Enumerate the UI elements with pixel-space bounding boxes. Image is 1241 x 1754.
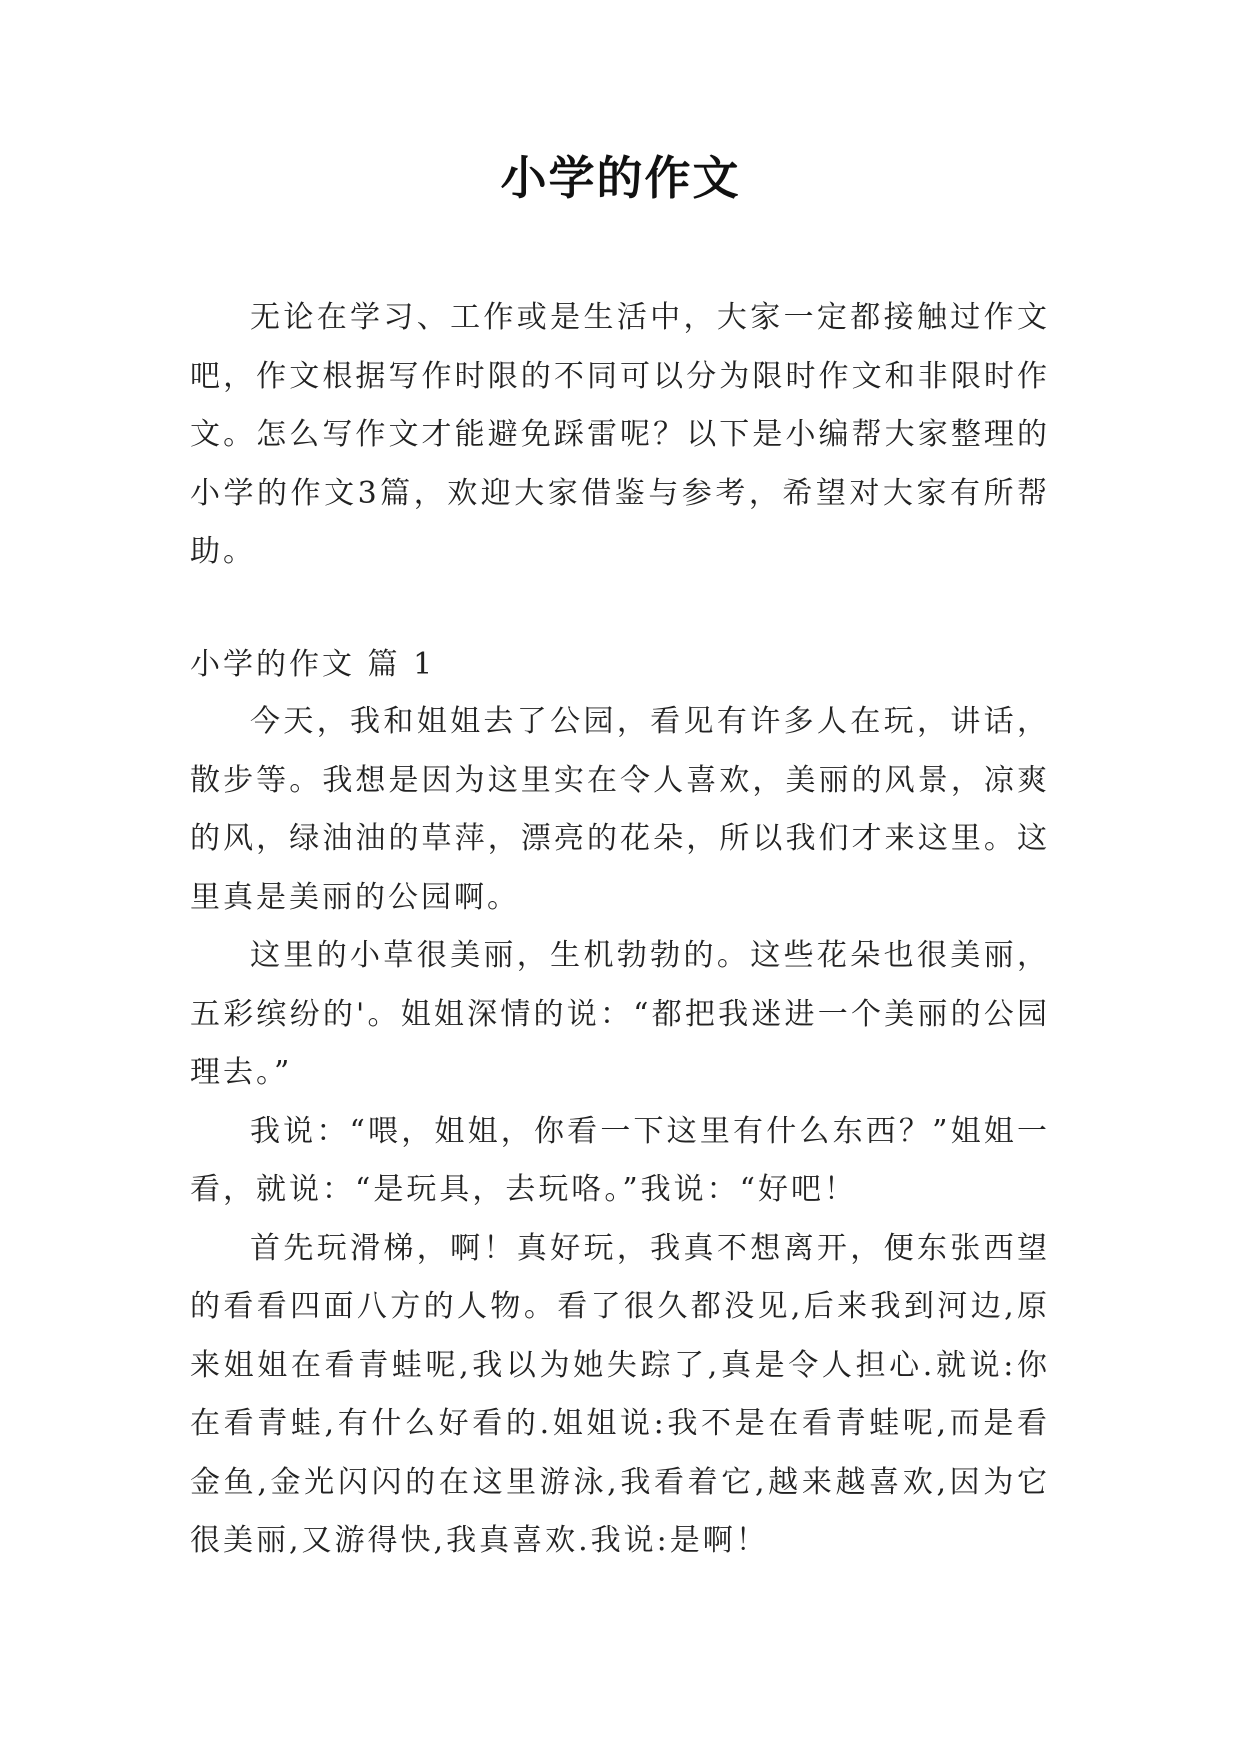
essay-paragraph-3: 我说：“喂，姐姐，你看一下这里有什么东西？”姐姐一看，就说：“是玩具，去玩咯。”我说：“好吧！	[190, 1113, 1050, 1207]
essay-paragraph-1: 今天，我和姐姐去了公园，看见有许多人在玩，讲话，散步等。我想是因为这里实在令人喜欢，美丽的风景，凉爽的风，绿油油的草萍，漂亮的花朵，所以我们才来这里。这里真是美丽的公园啊。	[190, 704, 1050, 915]
essay-paragraph-4: 首先玩滑梯，啊！真好玩，我真不想离开，便东张西望的看看四面八方的人物。看了很久都没见,后来我到河边,原来姐姐在看青蛙呢,我以为她失踪了,真是令人担心.就说:你在看青蛙,有什么好看的.姐姐说:我不是在看青蛙呢,而是看金鱼,金光闪闪的在这里游泳,我看着它,越来越喜欢,因为它很美丽,又游得快,我真喜欢.我说:是啊！	[190, 1230, 1050, 1558]
intro-block	[190, 289, 1050, 582]
section-heading: 小学的作文 篇 1	[190, 647, 436, 682]
intro-paragraph: 无论在学习、工作或是生活中，大家一定都接触过作文吧，作文根据写作时限的不同可以分为限时作文和非限时作文。怎么写作文才能避免踩雷呢？以下是小编帮大家整理的小学的作文3篇，欢迎大家借鉴与参考，希望对大家有所帮助。	[190, 300, 1050, 569]
essay-paragraph-2: 这里的小草很美丽，生机勃勃的。这些花朵也很美丽，五彩缤纷的'。姐姐深情的说：“都把我迷进一个美丽的公园理去。”	[190, 938, 1050, 1090]
essay-body	[190, 693, 1050, 1571]
document-title: 小学的作文	[500, 151, 741, 205]
